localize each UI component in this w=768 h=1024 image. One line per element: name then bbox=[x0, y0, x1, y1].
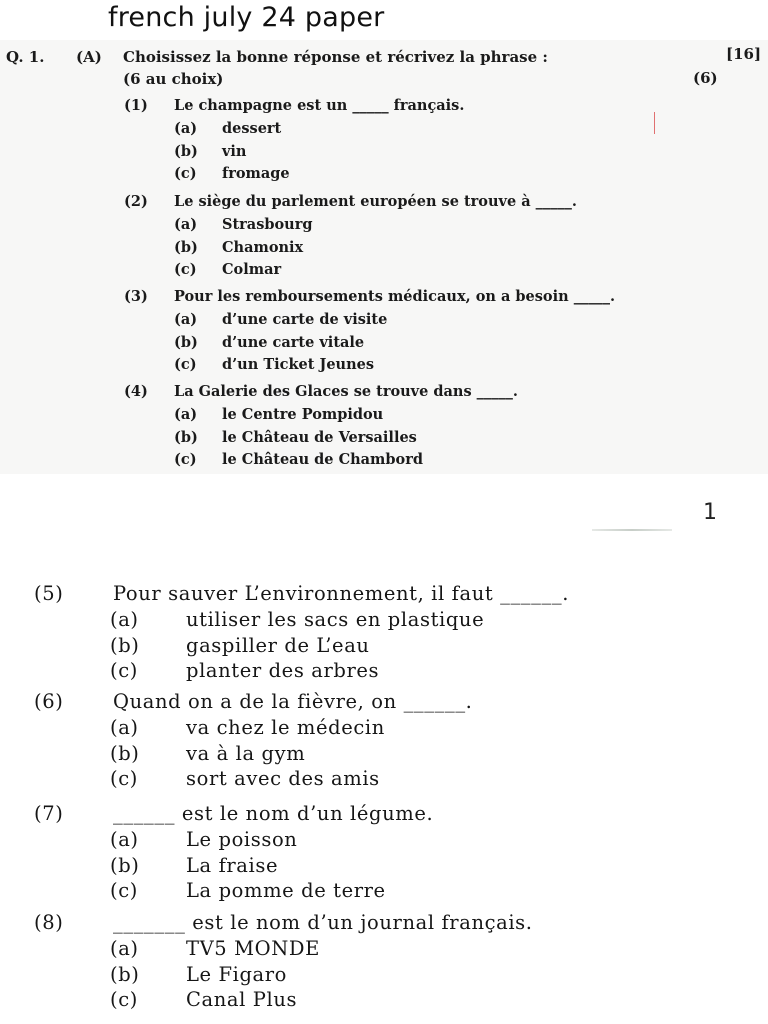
question-number: (8) bbox=[34, 911, 64, 934]
option-text: planter des arbres bbox=[186, 659, 380, 682]
scan-smudge bbox=[592, 529, 672, 531]
option-text: va chez le médecin bbox=[186, 716, 385, 739]
option-text: fromage bbox=[222, 165, 290, 182]
option-label: (a) bbox=[110, 828, 139, 851]
option-label: (c) bbox=[110, 767, 138, 790]
exam-page-1 bbox=[0, 40, 768, 474]
question-label: Q. 1. bbox=[6, 48, 45, 66]
option-label: (c) bbox=[174, 356, 197, 373]
question-number: (1) bbox=[124, 97, 148, 114]
option-text: Chamonix bbox=[222, 238, 304, 256]
option-label: (a) bbox=[110, 937, 139, 960]
option-text: le Château de Chambord bbox=[222, 451, 423, 468]
question-text: ______ est le nom d’un légume. bbox=[113, 802, 434, 825]
option-label: (b) bbox=[174, 142, 198, 160]
option-label: (b) bbox=[110, 853, 140, 877]
option-text: Le Figaro bbox=[186, 962, 288, 986]
option-label: (a) bbox=[174, 311, 198, 328]
option-label: (a) bbox=[174, 120, 198, 137]
option-label: (b) bbox=[110, 741, 140, 765]
option-label: (b) bbox=[174, 333, 198, 351]
option-text: dessert bbox=[222, 120, 282, 137]
option-label: (b) bbox=[174, 238, 198, 256]
question-text: La Galerie des Glaces se trouve dans _____. bbox=[174, 383, 518, 400]
part-marks: (6) bbox=[693, 69, 718, 87]
option-label: (a) bbox=[174, 216, 198, 233]
question-text: Le siège du parlement européen se trouve à _____. bbox=[174, 193, 577, 210]
question-number: (2) bbox=[124, 193, 148, 210]
ink-mark bbox=[654, 112, 655, 134]
option-label: (b) bbox=[110, 962, 140, 986]
question-number: (7) bbox=[34, 802, 64, 825]
question-text: Quand on a de la fièvre, on ______. bbox=[113, 690, 473, 713]
option-label: (c) bbox=[174, 451, 197, 468]
question-number: (5) bbox=[34, 582, 64, 605]
question-text: Pour sauver L’environnement, il faut ______. bbox=[113, 582, 569, 605]
option-text: utiliser les sacs en plastique bbox=[186, 608, 485, 631]
option-text: d’une carte de visite bbox=[222, 311, 388, 328]
option-text: La pomme de terre bbox=[186, 879, 386, 902]
option-text: Canal Plus bbox=[186, 988, 298, 1011]
option-text: d’une carte vitale bbox=[222, 333, 365, 351]
option-text: gaspiller de L’eau bbox=[186, 633, 370, 657]
document-title: french july 24 paper bbox=[108, 2, 385, 33]
instruction-text: Choisissez la bonne réponse et récrivez la phrase : bbox=[123, 48, 548, 66]
option-text: le Centre Pompidou bbox=[222, 406, 384, 423]
option-text: d’un Ticket Jeunes bbox=[222, 356, 375, 373]
option-text: sort avec des amis bbox=[186, 767, 380, 790]
option-label: (b) bbox=[110, 633, 140, 657]
page-number: 1 bbox=[703, 500, 717, 525]
option-label: (b) bbox=[174, 428, 198, 446]
question-text: _______ est le nom d’un journal français. bbox=[113, 911, 533, 934]
option-label: (a) bbox=[110, 608, 139, 631]
option-text: va à la gym bbox=[186, 741, 306, 765]
option-text: La fraise bbox=[186, 853, 279, 877]
question-text: Le champagne est un _____ français. bbox=[174, 97, 465, 114]
option-label: (a) bbox=[174, 406, 198, 423]
option-label: (a) bbox=[110, 716, 139, 739]
exam-page-2 bbox=[0, 570, 768, 1024]
option-label: (c) bbox=[174, 261, 197, 278]
option-label: (c) bbox=[174, 165, 197, 182]
question-number: (3) bbox=[124, 288, 148, 305]
option-text: Le poisson bbox=[186, 828, 298, 851]
option-text: Colmar bbox=[222, 261, 282, 278]
option-text: TV5 MONDE bbox=[186, 937, 320, 960]
option-label: (c) bbox=[110, 659, 138, 682]
option-label: (c) bbox=[110, 879, 138, 902]
part-label: (A) bbox=[76, 48, 102, 66]
question-text: Pour les remboursements médicaux, on a besoin _____. bbox=[174, 288, 615, 305]
option-text: le Château de Versailles bbox=[222, 428, 417, 446]
question-number: (4) bbox=[124, 383, 148, 400]
option-text: Strasbourg bbox=[222, 216, 313, 233]
option-text: vin bbox=[222, 142, 247, 160]
option-label: (c) bbox=[110, 988, 138, 1011]
question-number: (6) bbox=[34, 690, 64, 713]
choice-note: (6 au choix) bbox=[123, 70, 224, 88]
total-marks: [16] bbox=[726, 45, 762, 63]
